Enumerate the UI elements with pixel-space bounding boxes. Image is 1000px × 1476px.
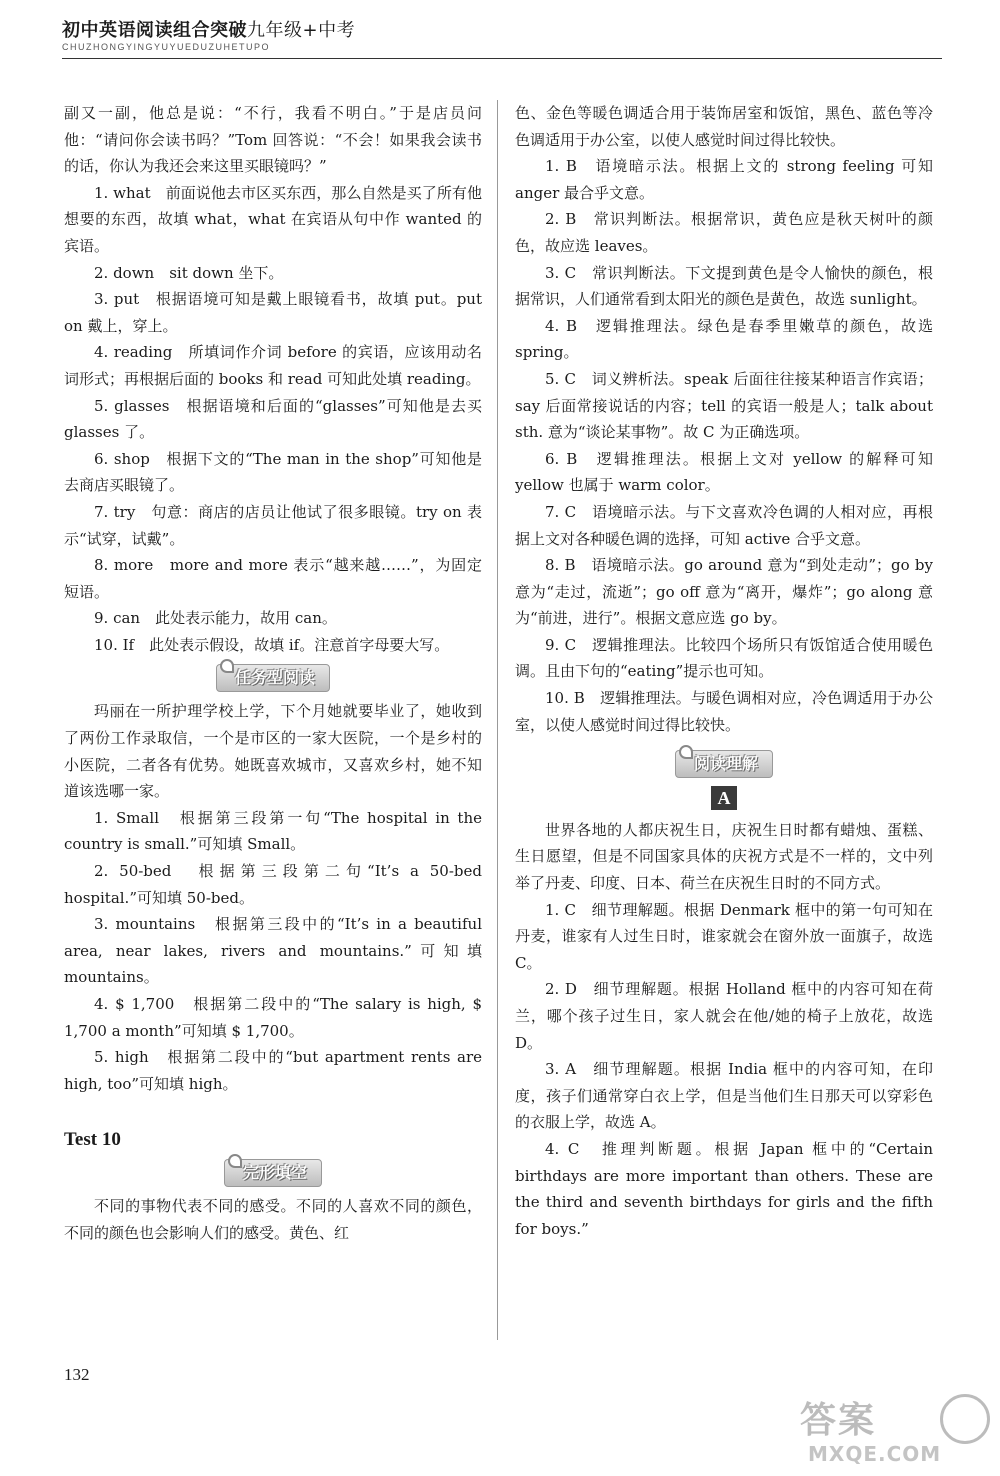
page-number: 132 [64, 1365, 90, 1384]
page-header [62, 10, 942, 72]
section-label: 任务型阅读 [216, 664, 330, 692]
watermark-logo-text: 答案 [800, 1400, 877, 1441]
answer-item: 8. B 语境暗示法。go around 意为“到处走动”；go by 意为“走过，流逝”；go off 意为“离开，爆炸”；go along 意为“前进，进行”。根据文意应选 go by。 [515, 556, 933, 628]
column-divider [497, 100, 498, 1340]
answer-item: 6. B 逻辑推理法。根据上文对 yellow 的解释可知 yellow 也属于 warm color。 [515, 449, 933, 495]
answer-item: 7. try 句意：商店的店员让他试了很多眼镜。try on 表示“试穿，试戴”。 [64, 502, 482, 548]
section-banner-reading [515, 750, 933, 780]
answer-item: 4. reading 所填词作介词 before 的宾语，应该用动名词形式；再根据后面的 books 和 read 可知此处填 reading。 [64, 343, 482, 388]
passage-letter: A [711, 786, 737, 810]
passage-marker [515, 786, 933, 813]
answer-item: 1. B 语境暗示法。根据上文的 strong feeling 可知 anger 最合乎文意。 [515, 157, 933, 202]
right-column [515, 100, 933, 1242]
reading-intro: 世界各地的人都庆祝生日，庆祝生日时都有蜡烛、蛋糕、生日愿望，但是不同国家具体的庆祝方式是不一样的，文中列举了丹麦、印度、日本、荷兰在庆祝生日时的不同方式。 [515, 820, 933, 893]
answer-item: 2. B 常识判断法。根据常识，黄色应是秋天树叶的颜色，故应选 leaves。 [515, 210, 933, 255]
answer-item: 3. put 根据语境可知是戴上眼镜看书，故填 put。put on 戴上，穿上。 [64, 290, 482, 335]
intro-paragraph: 副又一副，他总是说：“不行，我看不明白。”于是店员问他：“请问你会读书吗？”Tom 回答说：“不会！如果我会读书的话，你认为我还会来这里买眼镜吗？” [64, 104, 482, 176]
book-title-main: 初中英语阅读组合突破 [62, 20, 247, 41]
answer-item: 7. C 语境暗示法。与下文喜欢冷色调的人相对应，再根据上文对各种暖色调的选择，可知 active 合乎文意。 [515, 502, 933, 548]
answer-item: 4. C 推理判断题。根据 Japan 框中的“Certain birthdays are more important than others. These are the third and seventh birthdays for girls and the fifth for boys.” [515, 1139, 933, 1238]
answer-item: 1. Small 根据第三段第一句“The hospital in the country is small.”可知填 Small。 [64, 808, 482, 854]
test-title: Test 10 [64, 1129, 121, 1151]
answer-item: 9. can 此处表示能力，故用 can。 [94, 609, 337, 628]
answer-item: 3. C 常识判断法。下文提到黄色是令人愉快的颜色，根据常识，人们通常看到太阳光的颜色是黄色，故选 sunlight。 [515, 263, 933, 309]
book-title [62, 16, 355, 42]
watermark-site: MXQE.COM [808, 1442, 942, 1466]
answer-item: 2. down sit down 坐下。 [94, 263, 284, 282]
answer-item: 3. A 细节理解题。根据 India 框中的内容可知，在印度，孩子们通常穿白衣上学，但是当他们生日那天可以穿彩色的衣服上学，故选 A。 [515, 1060, 933, 1132]
answer-item: 5. C 词义辨析法。speak 后面往往接某种语言作宾语；say 后面常接说话的内容；tell 的宾语一般是人；talk about sth. 意为“谈论某事物”。故 C 为正确选项。 [515, 369, 933, 442]
answer-item: 10. B 逻辑推理法。与暖色调相对应，冷色调适用于办公室，以使人感觉时间过得比较快。 [515, 689, 933, 734]
section-label: 阅读理解 [675, 750, 773, 778]
watermark-seal-icon [940, 1394, 990, 1444]
answer-item: 4. $ 1,700 根据第二段中的“The salary is high, $ 1,700 a month”可知填 $ 1,700。 [64, 995, 482, 1040]
section-banner-task [64, 664, 482, 694]
answer-item: 8. more more and more 表示“越来越……”，为固定短语。 [64, 556, 482, 601]
answer-item: 1. C 细节理解题。根据 Denmark 框中的第一句可知在丹麦，谁家有人过生日时，谁家就会在窗外放一面旗子，故选 C。 [515, 900, 933, 972]
watermark [800, 1392, 996, 1472]
answer-item: 10. If 此处表示假设，故填 if。注意首字母要大写。 [94, 635, 450, 654]
answer-item: 2. D 细节理解题。根据 Holland 框中的内容可知在荷兰，哪个孩子过生日，家人就会在他/她的椅子上放花，故选 D。 [515, 980, 933, 1052]
answer-item: 6. shop 根据下文的“The man in the shop”可知他是去商店买眼镜了。 [64, 449, 482, 495]
header-rule [62, 58, 942, 59]
answer-item: 2. 50-bed 根据第三段第二句“It’s a 50-bed hospital.”可知填 50-bed。 [64, 862, 482, 907]
answer-item: 4. B 逻辑推理法。绿色是春季里嫩草的颜色，故选 spring。 [515, 316, 933, 362]
answer-item: 5. glasses 根据语境和后面的“glasses”可知他是去买 glasses 了。 [64, 396, 482, 442]
task-intro: 玛丽在一所护理学校上学，下个月她就要毕业了，她收到了两份工作录取信，一个是市区的一家大医院，一个是乡村的小医院，二者各有优势。她既喜欢城市，又喜欢乡村，她不知道该选哪一家。 [64, 702, 482, 801]
book-grade: 九年级+中考 [247, 20, 356, 41]
section-label: 完形填空 [224, 1159, 322, 1187]
answer-item: 3. mountains 根据第三段中的“It’s in a beautiful area, near lakes, rivers and mountains.”可知填 mountains。 [64, 915, 482, 987]
cloze-intro: 不同的事物代表不同的感受。不同的人喜欢不同的颜色，不同的颜色也会影响人们的感受。黄色、红 [64, 1197, 482, 1242]
book-title-pinyin: CHUZHONGYINGYUYUEDUZUHETUPO [62, 42, 271, 52]
cloze-intro-continued: 色、金色等暖色调适合用于装饰居室和饭馆，黑色、蓝色等冷色调适用于办公室，以使人感觉时间过得比较快。 [515, 104, 933, 149]
answer-item: 5. high 根据第二段中的“but apartment rents are high, too”可知填 high。 [64, 1048, 482, 1093]
answer-item: 9. C 逻辑推理法。比较四个场所只有饭馆适合使用暖色调。且由下句的“eating”提示也可知。 [515, 635, 933, 681]
left-column [64, 100, 482, 1247]
section-banner-cloze [64, 1159, 482, 1189]
answer-item: 1. what 前面说他去市区买东西，那么自然是买了所有他想要的东西，故填 what，what 在宾语从句中作 wanted 的宾语。 [64, 183, 482, 255]
